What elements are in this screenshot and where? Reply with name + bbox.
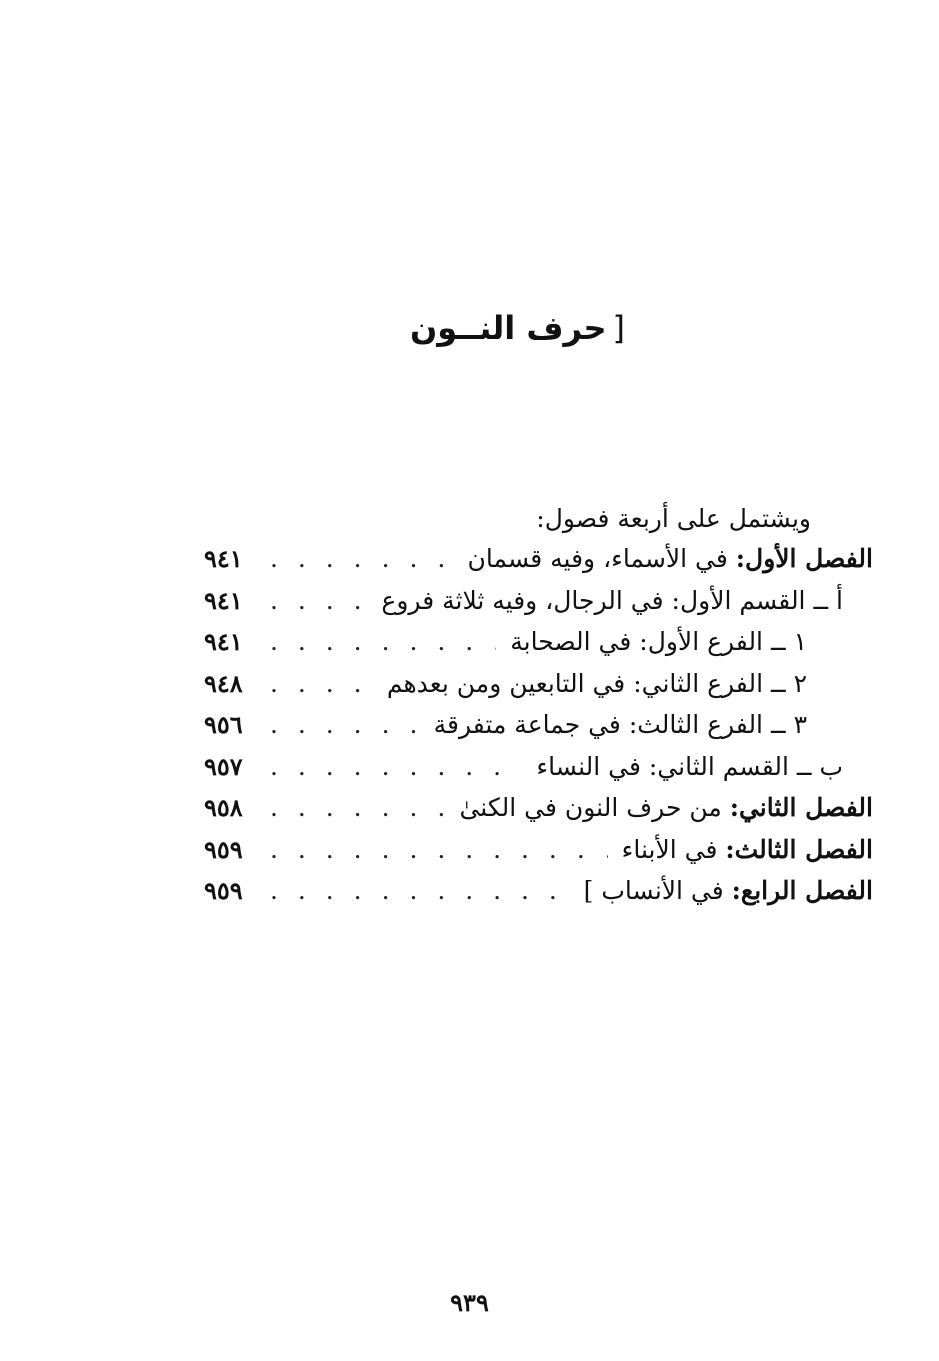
- toc-entry-label: [622, 829, 873, 871]
- dot-leader: [270, 663, 373, 705]
- toc-entry-text: في الأبناء: [621, 834, 726, 864]
- intro-text: ويشتمل على أربعة فصول:: [536, 504, 811, 533]
- toc-entry-label: [434, 704, 807, 746]
- toc-entry-section-a: [204, 580, 873, 622]
- toc-page-number: ٩٥٩: [204, 834, 243, 864]
- dot-leader: [270, 704, 420, 746]
- toc-entry-text: أ ــ القسم الأول: في الرجال، وفيه ثلاثة فروع: [381, 585, 843, 615]
- toc-entry-chapter-3: [204, 829, 873, 871]
- table-of-contents: [204, 538, 873, 912]
- toc-page-number: ٩٤١: [204, 627, 243, 656]
- dot-leader: [270, 829, 608, 871]
- dot-leader: [270, 746, 522, 788]
- chapter-title: [410, 304, 625, 352]
- toc-entry-text: في الأسماء، وفيه قسمان: [467, 544, 736, 573]
- toc-page-number: ٩٤١: [204, 585, 243, 615]
- title-text: حرف النــون: [409, 309, 607, 347]
- toc-entry-label: [584, 870, 873, 912]
- dot-leader: [270, 787, 445, 829]
- toc-entry-heading: الفصل الثالث:: [725, 834, 873, 864]
- toc-entry-text: ٢ ــ الفرع الثاني: في التابعين ومن بعدهم: [386, 668, 807, 698]
- toc-entry-text: ٣ ــ الفرع الثالث: في جماعة متفرقة: [433, 710, 807, 739]
- dot-leader: [270, 870, 570, 912]
- toc-page-number: ٩٥٩: [204, 876, 243, 905]
- toc-entry-branch-3: [204, 704, 873, 746]
- toc-entry-label: [510, 621, 807, 663]
- dot-leader: [270, 621, 496, 663]
- toc-page-number: ٩٥٧: [204, 751, 243, 781]
- toc-entry-label: [468, 538, 873, 580]
- toc-entry-text: ب ــ القسم الثاني: في النساء: [536, 751, 843, 781]
- page-number-footer: ٩٣٩: [450, 1288, 489, 1317]
- toc-entry-chapter-2: [204, 787, 873, 829]
- toc-entry-branch-2: [204, 663, 873, 705]
- title-bracket: [: [612, 309, 625, 347]
- toc-entry-label: [387, 663, 807, 705]
- toc-entry-heading: الفصل الأول:: [735, 544, 873, 573]
- toc-page-number: ٩٥٨: [204, 793, 243, 822]
- toc-entry-section-b: [204, 746, 873, 788]
- toc-entry-text: في الأنساب ]: [583, 876, 732, 905]
- toc-page-number: ٩٤١: [204, 544, 243, 573]
- toc-entry-chapter-4: [204, 870, 873, 912]
- toc-entry-heading: الفصل الثاني:: [729, 793, 873, 822]
- toc-entry-label: [459, 787, 873, 829]
- toc-entry-text: من حرف النون في الكنىٰ: [459, 793, 730, 822]
- toc-entry-label: [381, 580, 843, 622]
- toc-page-number: ٩٤٨: [204, 668, 243, 698]
- toc-entry-text: ١ ــ الفرع الأول: في الصحابة: [510, 627, 807, 656]
- toc-entry-chapter-1: [204, 538, 873, 580]
- toc-page-number: ٩٥٦: [204, 710, 243, 739]
- toc-entry-heading: الفصل الرابع:: [731, 876, 873, 905]
- toc-entry-label: [536, 746, 843, 788]
- dot-leader: [270, 538, 454, 580]
- toc-entry-branch-1: [204, 621, 873, 663]
- dot-leader: [270, 580, 367, 622]
